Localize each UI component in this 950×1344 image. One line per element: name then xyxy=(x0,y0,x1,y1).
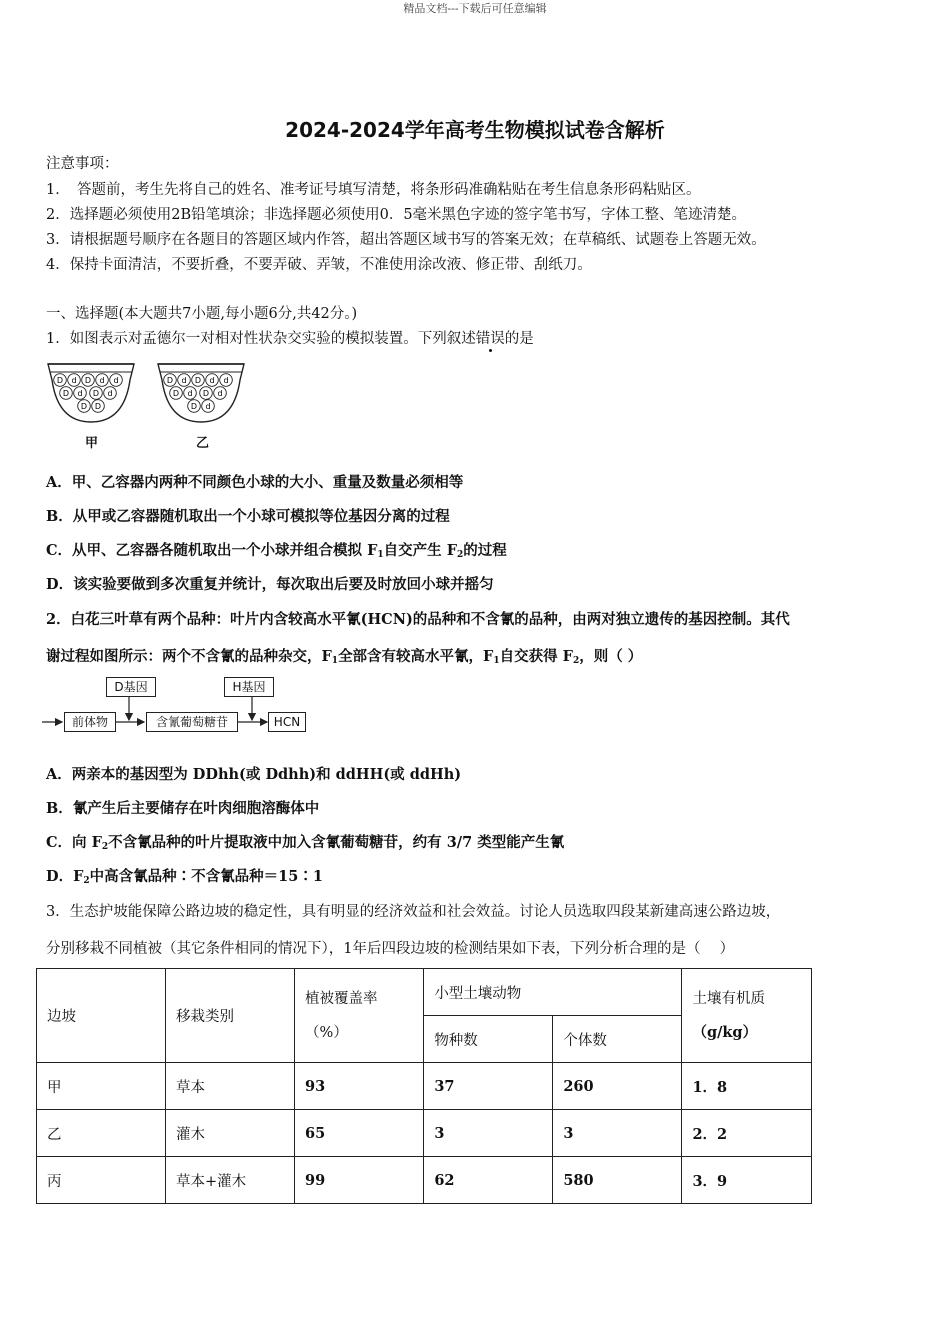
ball-label: D xyxy=(202,389,210,398)
ball-label: d xyxy=(99,376,105,385)
ball-label: D xyxy=(194,376,202,385)
header-type: 移栽类别 xyxy=(165,969,294,1063)
ball-label: d xyxy=(181,376,187,385)
ball-label: D xyxy=(190,402,198,411)
header-slope: 边坡 xyxy=(37,969,166,1063)
ball-label: d xyxy=(107,389,113,398)
results-table xyxy=(36,968,812,1204)
q3-stem-line2: 分别移栽不同植被（其它条件相同的情况下），1年后四段边坡的检测结果如下表，下列分析合理的是（ ） xyxy=(46,941,735,957)
header-animals: 小型土壤动物 xyxy=(424,969,682,1016)
ball-label: D xyxy=(166,376,174,385)
q1-option-a: A．甲、乙容器内两种不同颜色小球的大小、重量及数量必须相等 xyxy=(46,474,464,491)
q1-stem: 1．如图表示对孟德尔一对相对性状杂交实验的模拟装置。下列叙述错误的是 xyxy=(46,331,534,347)
ball-label: d xyxy=(113,376,119,385)
ball-label: D xyxy=(80,402,88,411)
container-yi-figure xyxy=(156,360,246,424)
product-box: HCN xyxy=(268,712,306,732)
container-jia-figure xyxy=(46,360,136,424)
ball-label: d xyxy=(209,376,215,385)
q1-option-c: C．从甲、乙容器各随机取出一个小球并组合模拟 $F_1$自交产生 $F_2$的过程 xyxy=(46,542,507,560)
q2-option-d: D．$F_2$中高含氰品种∶不含氰品种＝15∶1 xyxy=(46,868,323,886)
table-row: 乙 灌木 65 3 3 2．2 xyxy=(37,1110,812,1157)
table-header-row xyxy=(37,969,812,1016)
ball-label: d xyxy=(223,376,229,385)
header-organic: 土壤有机质 （g/kg） xyxy=(682,969,812,1063)
q2-option-c: C．向 $F_2$不含氰品种的叶片提取液中加入含氰葡萄糖苷，约有 3/7 类型能产生氰 xyxy=(46,834,565,852)
q2-stem-line1: 2．白花三叶草有两个品种：叶片内含较高水平氰(HCN)的品种和不含氰的品种，由两对独立遗传的基因控制。其代 xyxy=(46,611,790,628)
page-title: 2024-2024学年高考生物模拟试卷含解析 xyxy=(285,118,665,142)
precursor-box: 前体物 xyxy=(64,712,116,732)
q3-stem-line1: 3．生态护坡能保障公路边坡的稳定性，具有明显的经济效益和社会效益。讨论人员选取四段某新建高速公路边坡， xyxy=(46,904,781,920)
notice-item: 4．保持卡面清洁，不要折叠，不要弄破、弄皱，不准使用涂改液、修正带、刮纸刀。 xyxy=(46,257,592,273)
q2-option-a: A．两亲本的基因型为 DDhh(或 Ddhh)和 ddHH(或 ddHh) xyxy=(46,766,462,783)
ball-label: d xyxy=(187,389,193,398)
section-heading: 一、选择题(本大题共7小题,每小题6分,共42分。) xyxy=(46,306,358,322)
ball-label: d xyxy=(77,389,83,398)
ball-label: d xyxy=(205,402,211,411)
ball-label: D xyxy=(62,389,70,398)
header-species: 物种数 xyxy=(424,1016,553,1063)
label-jia: 甲 xyxy=(85,436,99,451)
gene-d-box: D基因 xyxy=(106,677,156,697)
q1-option-d: D．该实验要做到多次重复并统计，每次取出后要及时放回小球并摇匀 xyxy=(46,576,494,593)
table-row: 丙 草本+灌木 99 62 580 3．9 xyxy=(37,1157,812,1204)
ball-label: D xyxy=(92,389,100,398)
q2-option-b: B．氰产生后主要储存在叶肉细胞溶酶体中 xyxy=(46,800,320,817)
label-yi: 乙 xyxy=(196,436,210,451)
header-individuals: 个体数 xyxy=(553,1016,682,1063)
q2-stem-line2: 谢过程如图所示：两个不含氰的品种杂交，$F_1$全部含有较高水平氰，$F_1$自交获得 $F_2$，则（ ） xyxy=(46,648,643,666)
table-row: 甲 草本 93 37 260 1．8 xyxy=(37,1063,812,1110)
ball-label: D xyxy=(84,376,92,385)
notice-item: 3．请根据题号顺序在各题目的答题区域内作答，超出答题区域书写的答案无效；在草稿纸、试题卷上答题无效。 xyxy=(46,232,766,248)
notice-item: 1． 答题前，考生先将自己的姓名、准考证号填写清楚，将条形码准确粘贴在考生信息条形码粘贴区。 xyxy=(46,182,701,198)
ball-label: d xyxy=(217,389,223,398)
notice-item: 2．选择题必须使用2B铅笔填涂；非选择题必须使用0．5毫米黑色字迹的签字笔书写，字体工整、笔迹清楚。 xyxy=(46,207,747,223)
ball-label: D xyxy=(94,402,102,411)
ball-label: d xyxy=(71,376,77,385)
notice-heading: 注意事项： xyxy=(46,156,119,172)
emphasis-text: 错误 xyxy=(475,331,505,347)
ball-label: D xyxy=(56,376,64,385)
gene-h-box: H基因 xyxy=(224,677,274,697)
q1-option-b: B．从甲或乙容器随机取出一个小球可模拟等位基因分离的过程 xyxy=(46,508,450,525)
page-header: 精品文档---下载后可任意编辑 xyxy=(403,2,547,15)
ball-label: D xyxy=(172,389,180,398)
intermediate-box: 含氰葡萄糖苷 xyxy=(146,712,238,732)
header-cover: 植被覆盖率 （%） xyxy=(295,969,424,1063)
